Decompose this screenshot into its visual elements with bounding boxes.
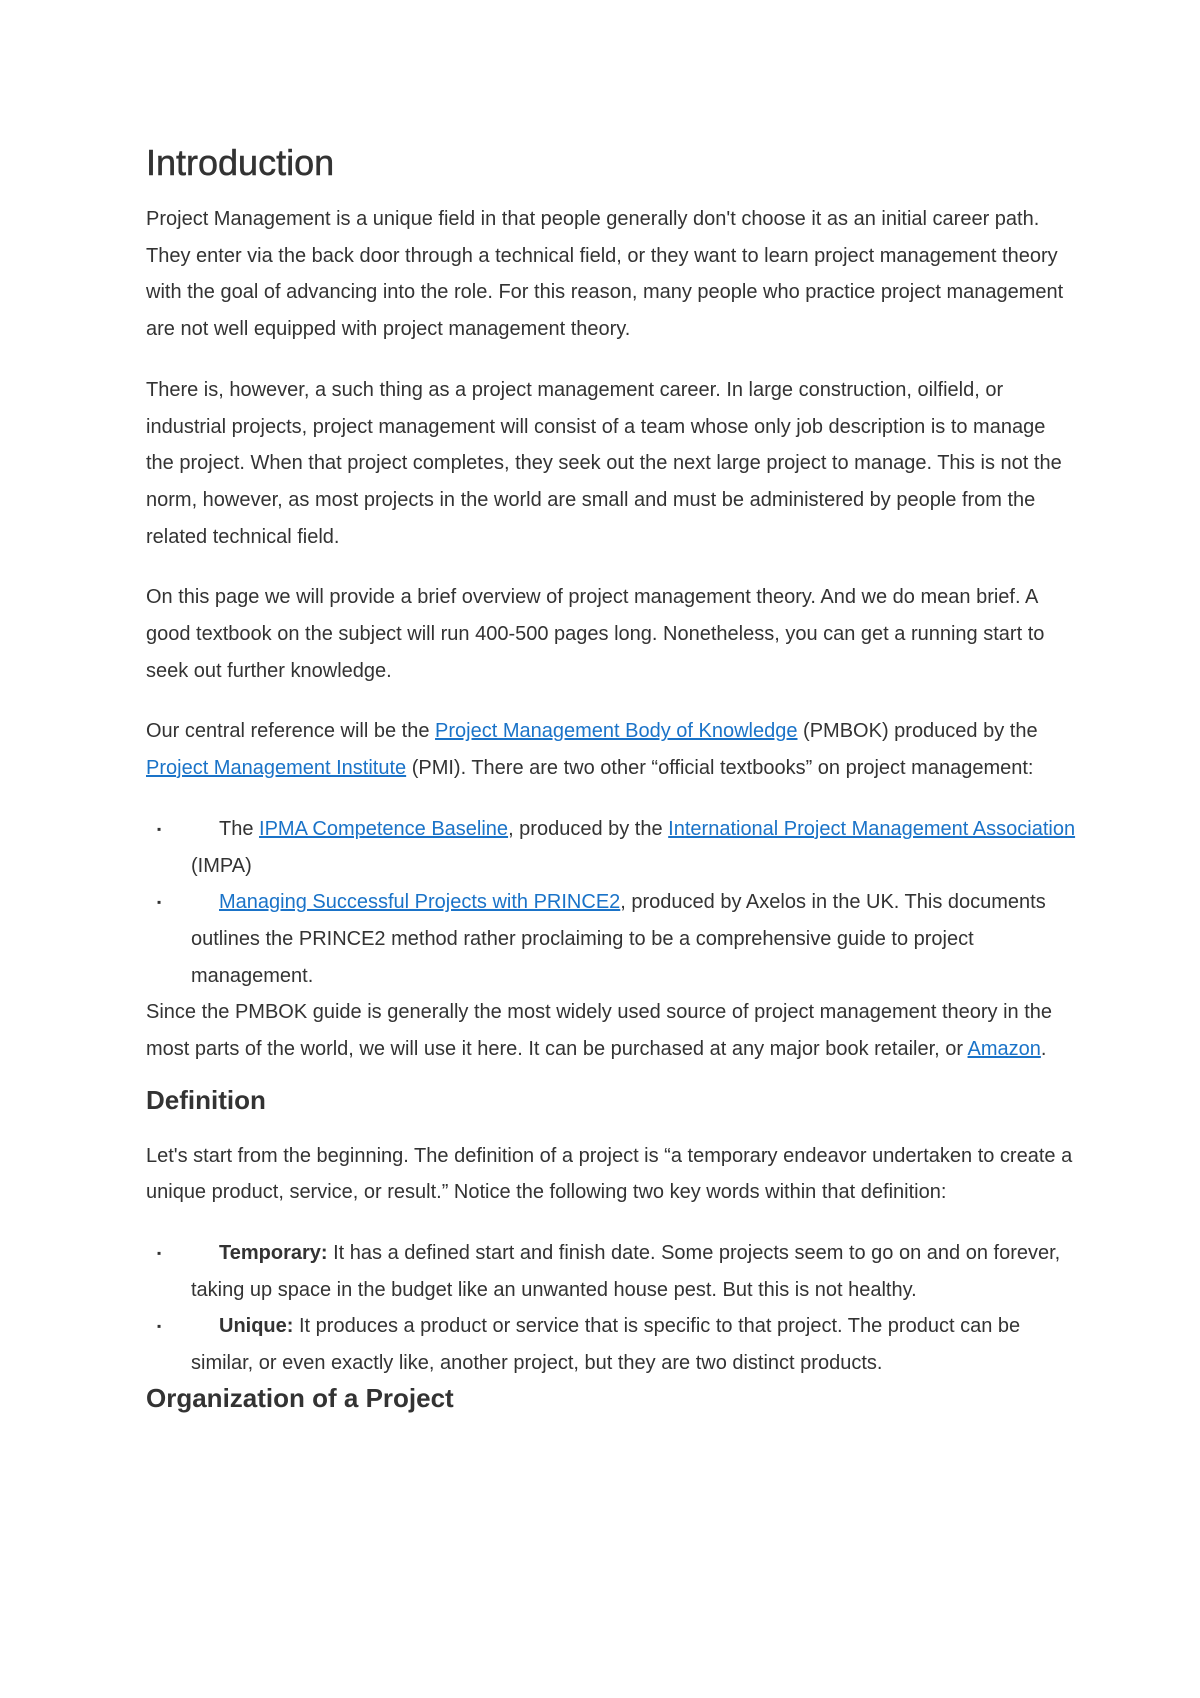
intro-paragraph-3: On this page we will provide a brief overview of project management theory. And we do mean brief. A good textbook on the subject will run 400-500 pages long. Nonetheless, you can get a running start to seek out further knowledge.: [146, 586, 1045, 682]
intro-paragraph-2: There is, however, a such thing as a project management career. In large construction, oilfield, or industrial projects, project management will consist of a team whose only job description is to manage the project. When that project completes, they seek out the next large project to manage. This is not the norm, however, as most projects in the world are small and must be administered by people from the related technical field.: [146, 378, 1062, 548]
definition-heading: Definition: [146, 1084, 266, 1115]
text: (PMI). There are two other “official textbooks” on project management:: [406, 757, 1034, 780]
square-bullet-icon: ▪: [157, 895, 162, 910]
list-item: [157, 811, 1076, 884]
square-bullet-icon: ▪: [157, 1319, 162, 1334]
text: , produced by Axelos in the UK. This documents outlines the PRINCE2 method rather proclaiming to be a comprehensive guide to project management.: [191, 891, 1046, 987]
organization-heading: Organization of a Project: [146, 1382, 454, 1413]
amazon-link[interactable]: Amazon: [967, 1038, 1041, 1061]
textbooks-list: [146, 811, 1076, 995]
prince2-link[interactable]: Managing Successful Projects with PRINCE2: [219, 891, 621, 914]
intro-paragraph-1: Project Management is a unique field in that people generally don't choose it as an initial career path. They enter via the back door through a technical field, or they want to learn project management theory with the goal of advancing into the role. For this reason, many people who practice project management are not well equipped with project management theory.: [146, 208, 1064, 341]
definition-paragraph: Let's start from the beginning. The definition of a project is “a temporary endeavor undertaken to create a unique product, service, or result.” Notice the following two key words within that definition:: [146, 1144, 1073, 1204]
list-item: [157, 1235, 1076, 1308]
text: Our central reference will be the: [146, 720, 436, 743]
pmi-link[interactable]: Project Management Institute: [146, 757, 407, 780]
introduction-heading: Introduction: [146, 142, 335, 183]
document-page: [146, 140, 1076, 1416]
key-words-list: [146, 1235, 1076, 1382]
square-bullet-icon: ▪: [157, 1245, 162, 1260]
square-bullet-icon: ▪: [157, 821, 162, 836]
ipma-baseline-link[interactable]: IPMA Competence Baseline: [259, 817, 509, 840]
list-item: [157, 1308, 1076, 1381]
text: It has a defined start and finish date. Some projects seem to go on and on forever, taking up space in the budget like an unwanted house pest. But this is not healthy.: [191, 1241, 1061, 1301]
text: It produces a product or service that is specific to that project. The product can be similar, or even exactly like, another project, but they are two distinct products.: [191, 1315, 1021, 1375]
text: The: [219, 817, 260, 840]
list-item: [157, 884, 1076, 994]
term-unique: Unique:: [219, 1315, 294, 1338]
intro-paragraph-5: [146, 994, 1076, 1067]
text: , produced by the: [508, 817, 669, 840]
ipma-association-link[interactable]: International Project Management Association: [668, 817, 1076, 840]
text: .: [1040, 1038, 1047, 1061]
text: (IMPA): [191, 854, 252, 877]
text: (PMBOK) produced by the: [797, 720, 1038, 743]
text: Since the PMBOK guide is generally the most widely used source of project management theory in the most parts of the world, we will use it here. It can be purchased at any major book retailer, or: [146, 1001, 1053, 1061]
pmbok-link[interactable]: Project Management Body of Knowledge: [435, 720, 798, 743]
intro-paragraph-4: [146, 713, 1076, 786]
term-temporary: Temporary:: [219, 1241, 328, 1264]
